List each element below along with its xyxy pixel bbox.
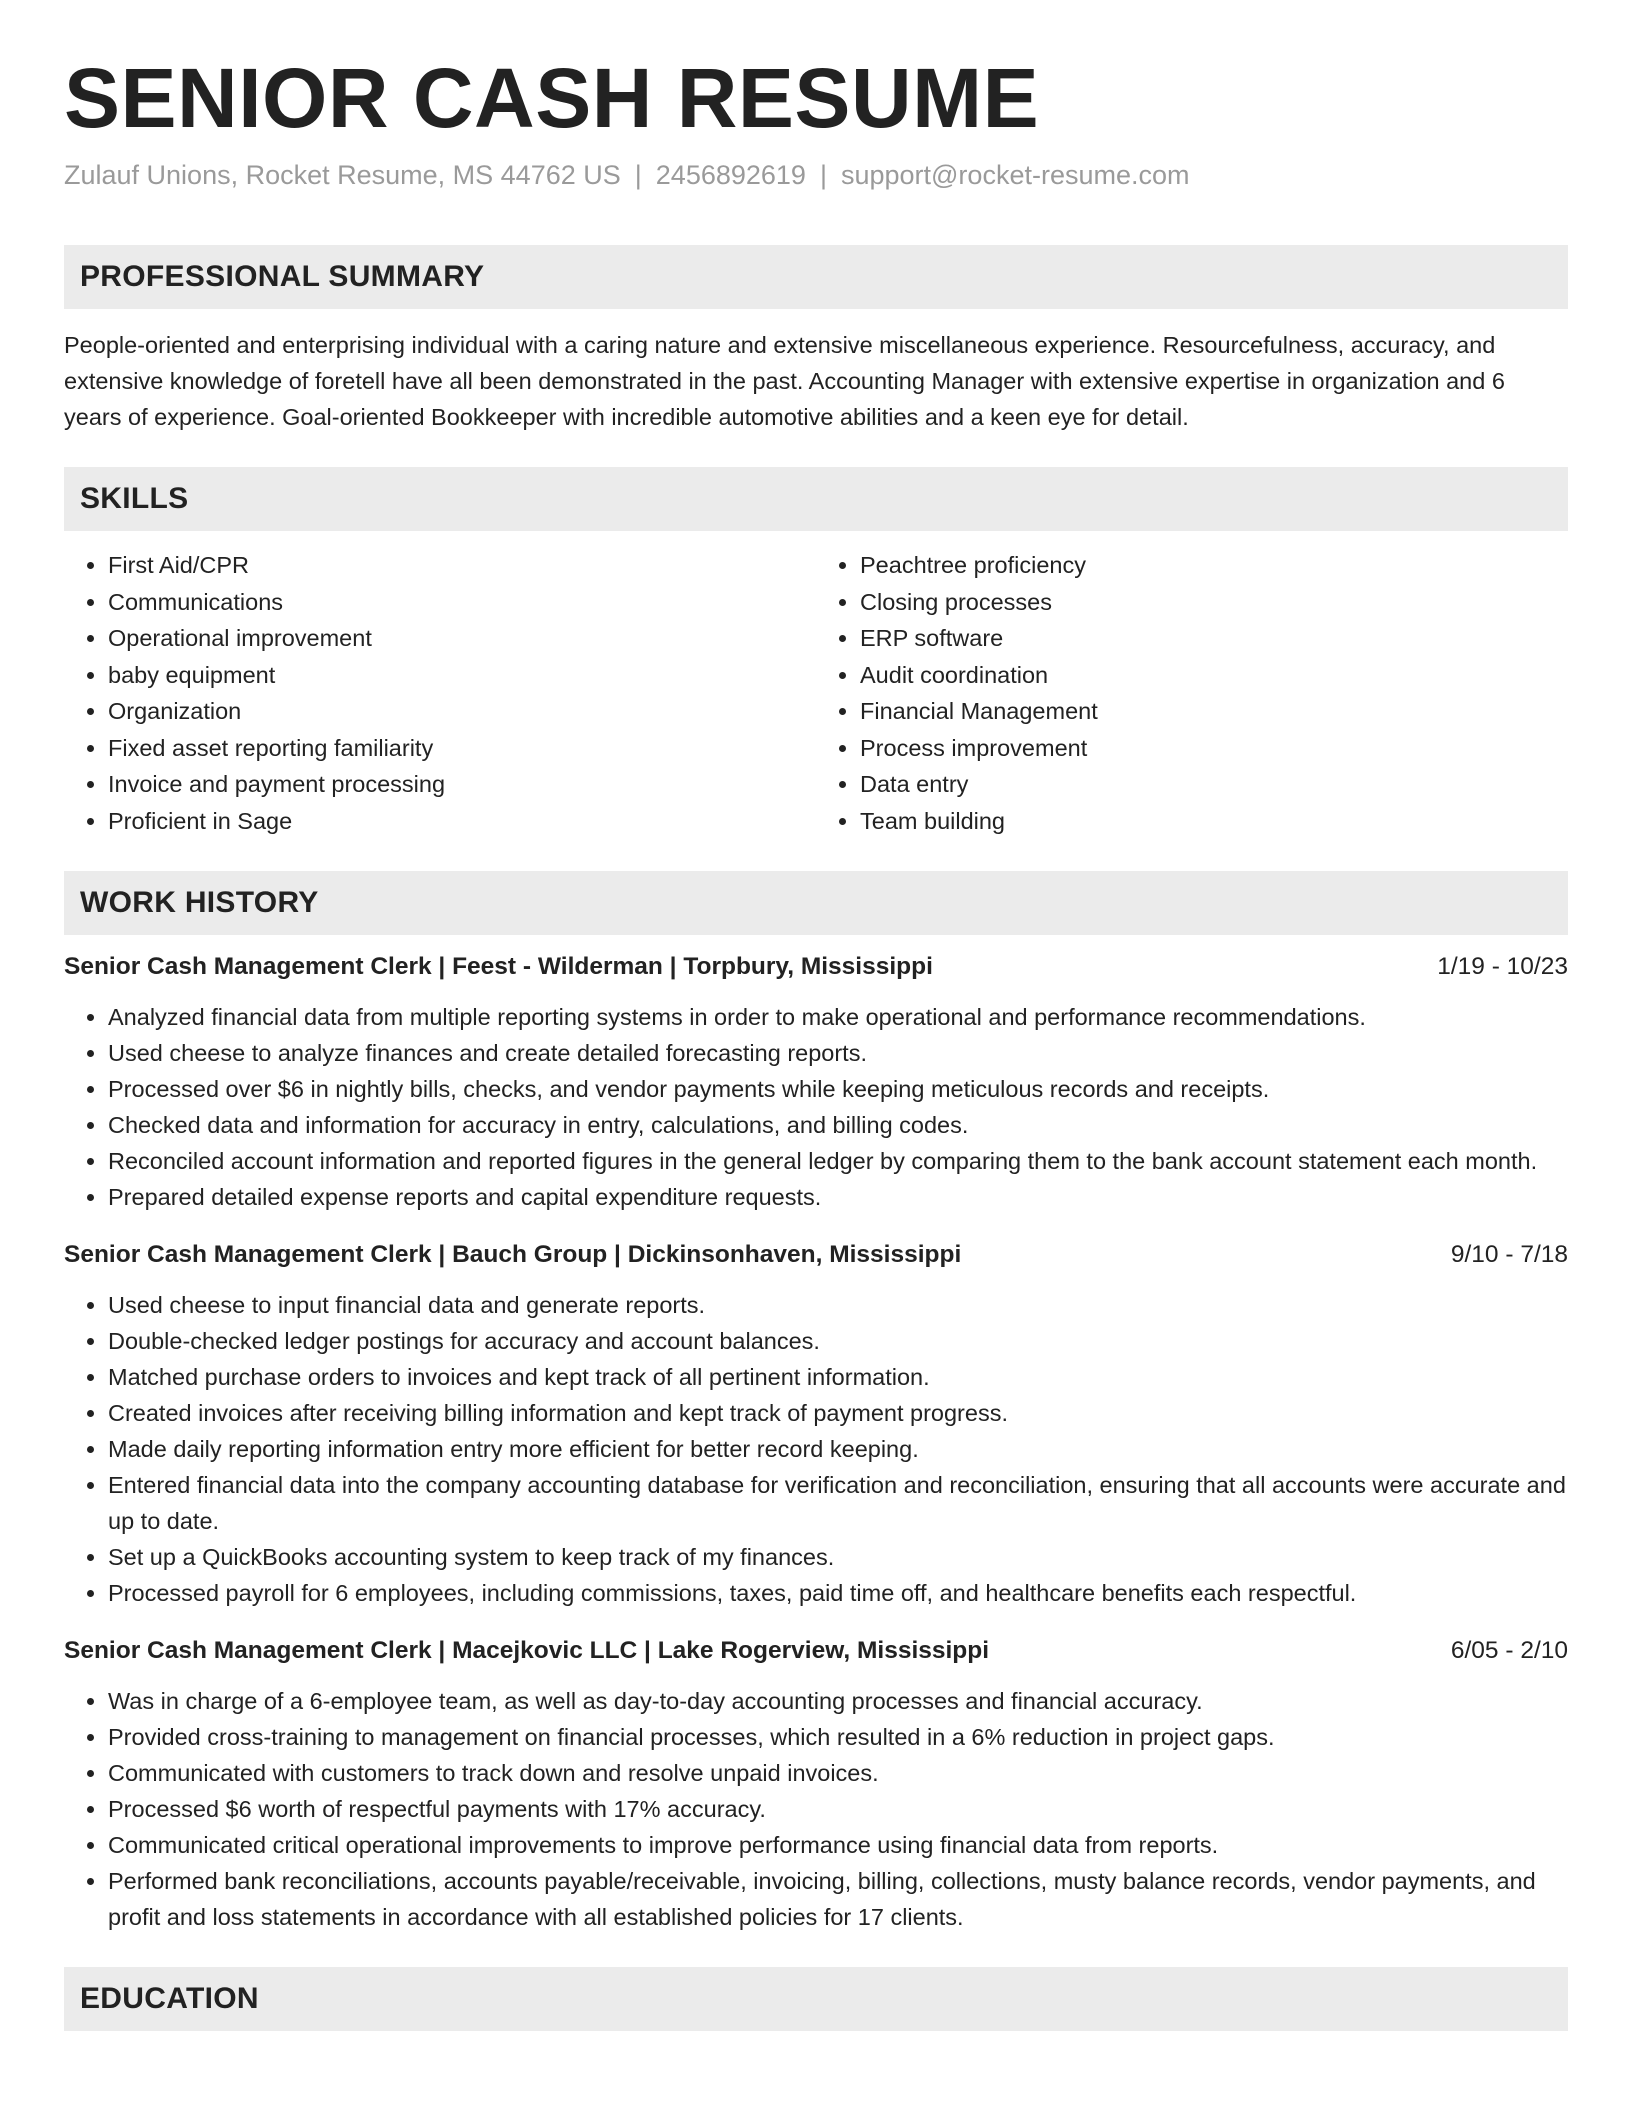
- job-bullet: • Reconciled account information and reported figures in the general ledger by comparing them to the bank account statement each month.: [108, 1143, 1568, 1179]
- skill-item: • Process improvement: [860, 730, 1568, 767]
- contact-separator: |: [819, 160, 827, 191]
- job-bullet: • Double-checked ledger postings for accuracy and account balances.: [108, 1323, 1568, 1359]
- skill-item: • Team building: [860, 803, 1568, 840]
- job-bullet: • Used cheese to input financial data and generate reports.: [108, 1287, 1568, 1323]
- job-entry: [64, 953, 1568, 1215]
- skill-item: • Financial Management: [860, 693, 1568, 730]
- skills-column-right: [816, 547, 1568, 839]
- skill-item: • Audit coordination: [860, 657, 1568, 694]
- job-bullet: • Created invoices after receiving billing information and kept track of payment progress.: [108, 1395, 1568, 1431]
- job-bullet: • Checked data and information for accuracy in entry, calculations, and billing codes.: [108, 1107, 1568, 1143]
- skill-item: • Fixed asset reporting familiarity: [108, 730, 816, 767]
- skill-item: • Invoice and payment processing: [108, 766, 816, 803]
- job-bullets: [64, 999, 1568, 1215]
- skills-heading: SKILLS: [80, 482, 189, 516]
- education-heading: EDUCATION: [80, 1982, 259, 2016]
- skills-list: [64, 547, 1568, 839]
- contact-phone: 2456892619: [655, 160, 806, 191]
- contact-line: [64, 158, 1568, 193]
- job-bullets: [64, 1683, 1568, 1935]
- job-bullet: • Used cheese to analyze finances and create detailed forecasting reports.: [108, 1035, 1568, 1071]
- summary-heading: PROFESSIONAL SUMMARY: [80, 260, 485, 294]
- job-bullet: • Set up a QuickBooks accounting system to keep track of my finances.: [108, 1539, 1568, 1575]
- job-bullet: • Provided cross-training to management on financial processes, which resulted in a 6% reduction in project gaps.: [108, 1719, 1568, 1755]
- contact-email: support@rocket-resume.com: [840, 160, 1190, 191]
- job-bullet: • Matched purchase orders to invoices and kept track of all pertinent information.: [108, 1359, 1568, 1395]
- job-bullet: • Processed over $6 in nightly bills, checks, and vendor payments while keeping meticulous records and receipts.: [108, 1071, 1568, 1107]
- skill-item: • Communications: [108, 584, 816, 621]
- work-history-heading: WORK HISTORY: [80, 886, 319, 920]
- skills-column-left: [64, 547, 816, 839]
- job-bullet: • Prepared detailed expense reports and capital expenditure requests.: [108, 1179, 1568, 1215]
- job-title: Senior Cash Management Clerk | Feest - Wilderman | Torpbury, Mississippi: [64, 953, 933, 981]
- job-dates: 6/05 - 2/10: [1450, 1637, 1568, 1665]
- contact-address: Zulauf Unions, Rocket Resume, MS 44762 US: [64, 160, 621, 191]
- job-bullet: • Processed payroll for 6 employees, including commissions, taxes, paid time off, and healthcare benefits each respectful.: [108, 1575, 1568, 1611]
- skill-item: • Closing processes: [860, 584, 1568, 621]
- summary-text: People-oriented and enterprising individual with a caring nature and extensive miscellaneous experience. Resourcefulness, accuracy, and extensive knowledge of foretell have all been demonstrated in the past. Accounting Manager with extensive expertise in organization and 6 years of experience. Goal-oriented Bookkeeper with incredible automotive abilities and a keen eye for detail.: [64, 332, 1505, 431]
- skill-item: • Organization: [108, 693, 816, 730]
- job-bullets: [64, 1287, 1568, 1611]
- job-dates: 1/19 - 10/23: [1437, 953, 1568, 981]
- skill-item: • baby equipment: [108, 657, 816, 694]
- job-title: Senior Cash Management Clerk | Macejkovic LLC | Lake Rogerview, Mississippi: [64, 1637, 990, 1665]
- skill-item: • First Aid/CPR: [108, 547, 816, 584]
- job-header: [64, 953, 1568, 981]
- resume-title: SENIOR CASH RESUME: [64, 51, 1040, 145]
- job-bullet: • Communicated critical operational improvements to improve performance using financial data from reports.: [108, 1827, 1568, 1863]
- education-section-header: [64, 1967, 1568, 2031]
- job-header: [64, 1241, 1568, 1269]
- contact-separator: |: [634, 160, 642, 191]
- skill-item: • Data entry: [860, 766, 1568, 803]
- job-bullet: • Made daily reporting information entry more efficient for better record keeping.: [108, 1431, 1568, 1467]
- summary-section-header: [64, 245, 1568, 309]
- job-header: [64, 1637, 1568, 1665]
- job-bullet: • Communicated with customers to track down and resolve unpaid invoices.: [108, 1755, 1568, 1791]
- skills-section-header: [64, 467, 1568, 531]
- skill-item: • Proficient in Sage: [108, 803, 816, 840]
- job-bullet: • Analyzed financial data from multiple reporting systems in order to make operational and performance recommendations.: [108, 999, 1568, 1035]
- skill-item: • Operational improvement: [108, 620, 816, 657]
- job-bullet: • Entered financial data into the company accounting database for verification and reconciliation, ensuring that all accounts were accurate and up to date.: [108, 1467, 1568, 1539]
- job-entry: [64, 1637, 1568, 1935]
- job-title: Senior Cash Management Clerk | Bauch Group | Dickinsonhaven, Mississippi: [64, 1241, 962, 1269]
- job-dates: 9/10 - 7/18: [1450, 1241, 1568, 1269]
- skill-item: • ERP software: [860, 620, 1568, 657]
- skill-item: • Peachtree proficiency: [860, 547, 1568, 584]
- job-bullet: • Processed $6 worth of respectful payments with 17% accuracy.: [108, 1791, 1568, 1827]
- work-history-section-header: [64, 871, 1568, 935]
- job-bullet: • Was in charge of a 6-employee team, as well as day-to-day accounting processes and financial accuracy.: [108, 1683, 1568, 1719]
- job-entry: [64, 1241, 1568, 1611]
- job-bullet: • Performed bank reconciliations, accounts payable/receivable, invoicing, billing, collections, musty balance records, vendor payments, and profit and loss statements in accordance with all established policies for 17 clients.: [108, 1863, 1568, 1935]
